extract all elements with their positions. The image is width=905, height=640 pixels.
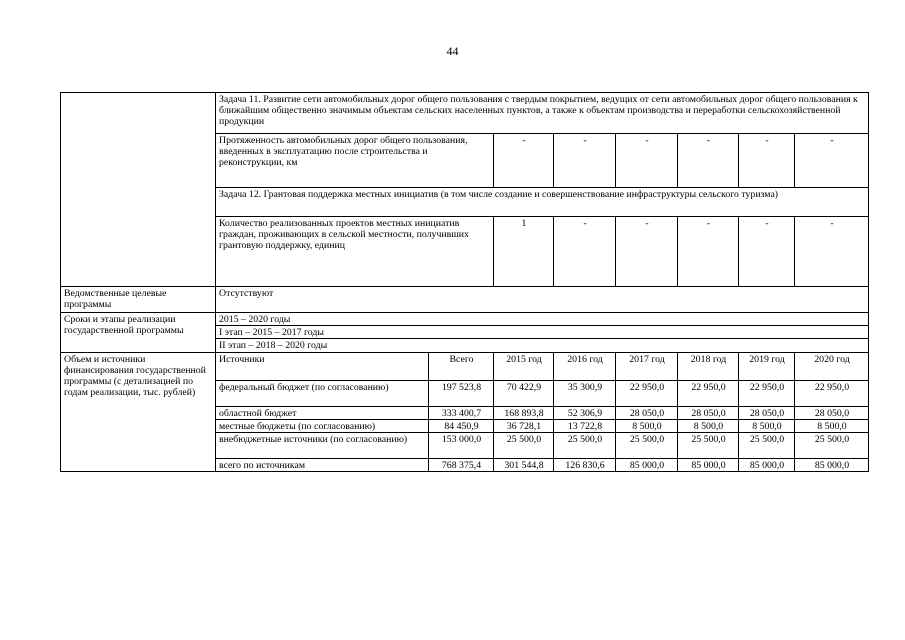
funding-year-value: 8 500,0 [795,419,869,432]
funding-year-value: 22 950,0 [795,380,869,406]
funding-total: 333 400,7 [429,406,494,419]
funding-total: 153 000,0 [429,433,494,459]
task12-value: - [616,217,678,287]
task11-title: Задача 11. Развитие сети автомобильных дорог общего пользования с твердым покрытием, ведущих от сети автомобильных дорог общего пользования к ближайшим общественно значимым объектам сельских населенных пунктов, а также к объектам производства и переработки сельскохозяйственной продукции [216,93,869,134]
funding-year-value: 85 000,0 [739,459,795,472]
task11-value: - [739,134,795,188]
funding-total: 768 375,4 [429,459,494,472]
funding-source: внебюджетные источники (по согласованию) [216,433,429,459]
funding-year-header: 2020 год [795,352,869,380]
funding-year-value: 28 050,0 [678,406,739,419]
funding-year-value: 25 500,0 [616,433,678,459]
funding-total: 197 523,8 [429,380,494,406]
funding-year-value: 22 950,0 [739,380,795,406]
timeline-row [61,313,869,326]
funding-header-row [61,352,869,380]
funding-source: федеральный бюджет (по согласованию) [216,380,429,406]
funding-year-header: 2019 год [739,352,795,380]
task11-title-row [61,93,869,134]
funding-year-header: 2016 год [554,352,616,380]
funding-year-value: 85 000,0 [795,459,869,472]
funding-year-value: 8 500,0 [616,419,678,432]
funding-year-header: 2018 год [678,352,739,380]
funding-year-value: 25 500,0 [795,433,869,459]
funding-year-value: 301 544,8 [494,459,554,472]
funding-year-header: 2015 год [494,352,554,380]
funding-year-value: 8 500,0 [739,419,795,432]
task12-value: - [795,217,869,287]
funding-year-value: 25 500,0 [554,433,616,459]
timeline-label: Сроки и этапы реализации государственной программы [61,313,216,353]
funding-year-value: 168 893,8 [494,406,554,419]
task12-title: Задача 12. Грантовая поддержка местных инициатив (в том числе создание и совершенствование инфраструктуры сельского туризма) [216,188,869,217]
departmental-label: Ведомственные целевые программы [61,287,216,313]
funding-year-value: 70 422,9 [494,380,554,406]
funding-total: 84 450,9 [429,419,494,432]
timeline-entry: I этап – 2015 – 2017 годы [216,326,869,339]
departmental-row [61,287,869,313]
funding-source: областной бюджет [216,406,429,419]
funding-year-value: 28 050,0 [616,406,678,419]
funding-year-value: 36 728,1 [494,419,554,432]
funding-total-header: Всего [429,352,494,380]
task12-value: - [678,217,739,287]
funding-year-value: 25 500,0 [494,433,554,459]
task11-value: - [616,134,678,188]
funding-year-header: 2017 год [616,352,678,380]
departmental-value: Отсутствуют [216,287,869,313]
funding-year-value: 22 950,0 [616,380,678,406]
page-number: 44 [446,44,459,58]
funding-year-value: 85 000,0 [678,459,739,472]
funding-year-value: 85 000,0 [616,459,678,472]
funding-year-value: 28 050,0 [739,406,795,419]
timeline-entry: 2015 – 2020 годы [216,313,869,326]
task12-indicator: Количество реализованных проектов местных инициатив граждан, проживающих в сельской местности, получивших грантовую поддержку, единиц [216,217,494,287]
task11-value: - [554,134,616,188]
funding-label: Объем и источники финансирования государственной программы (с детализацией по годам реализации, тыс. рублей) [61,352,216,472]
task11-indicator: Протяженность автомобильных дорог общего пользования, введенных в эксплуатацию после строительства и реконструкции, км [216,134,494,188]
funding-source-header: Источники [216,352,429,380]
funding-year-value: 35 300,9 [554,380,616,406]
funding-year-value: 25 500,0 [739,433,795,459]
funding-year-value: 13 722,8 [554,419,616,432]
funding-source: местные бюджеты (по согласованию) [216,419,429,432]
task11-value: - [678,134,739,188]
task12-value: 1 [494,217,554,287]
task11-value: - [494,134,554,188]
funding-source: всего по источникам [216,459,429,472]
task12-value: - [554,217,616,287]
funding-year-value: 8 500,0 [678,419,739,432]
funding-year-value: 28 050,0 [795,406,869,419]
task12-value: - [739,217,795,287]
funding-year-value: 25 500,0 [678,433,739,459]
funding-year-value: 22 950,0 [678,380,739,406]
funding-year-value: 52 306,9 [554,406,616,419]
timeline-entry: II этап – 2018 – 2020 годы [216,339,869,352]
task11-value: - [795,134,869,188]
empty-label-cell [61,93,216,287]
program-passport-table [60,92,869,472]
funding-year-value: 126 830,6 [554,459,616,472]
